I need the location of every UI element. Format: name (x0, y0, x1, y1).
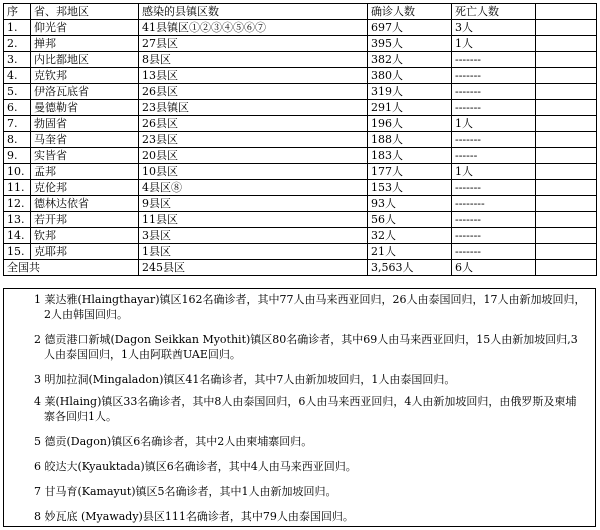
row-confirmed: 380人 (368, 68, 452, 84)
row-number: 14. (4, 228, 31, 244)
row-townships: 26县区 (139, 116, 368, 132)
row-townships: 23县镇区 (139, 100, 368, 116)
table-row (4, 116, 597, 132)
header-region: 省、邦地区 (31, 4, 139, 20)
table-row (4, 36, 597, 52)
row-blank (536, 68, 597, 84)
row-region: 克耶邦 (31, 244, 139, 260)
case-statistics-table (3, 3, 597, 276)
row-deaths: -------- (452, 196, 536, 212)
row-blank (536, 100, 597, 116)
row-townships: 1县区 (139, 244, 368, 260)
total-townships: 245县区 (139, 260, 368, 276)
row-confirmed: 56人 (368, 212, 452, 228)
row-blank (536, 52, 597, 68)
table-body (4, 20, 597, 260)
row-blank (536, 164, 597, 180)
header-townships: 感染的县镇区数 (139, 4, 368, 20)
footnote: 5 德贡(Dagon)镇区6名确诊者，其中2人由柬埔寨回归。 (34, 435, 313, 448)
row-region: 若开邦 (31, 212, 139, 228)
row-number: 1. (4, 20, 31, 36)
row-number: 4. (4, 68, 31, 84)
row-blank (536, 148, 597, 164)
row-region: 克伦邦 (31, 180, 139, 196)
row-region: 克钦邦 (31, 68, 139, 84)
row-deaths: ------- (452, 84, 536, 100)
row-confirmed: 196人 (368, 116, 452, 132)
row-townships: 27县区 (139, 36, 368, 52)
row-deaths: ------- (452, 52, 536, 68)
row-number: 11. (4, 180, 31, 196)
table-footer (4, 260, 597, 276)
row-deaths: ------- (452, 244, 536, 260)
row-region: 勃固省 (31, 116, 139, 132)
row-blank (536, 116, 597, 132)
table-row (4, 68, 597, 84)
row-townships: 41县镇区①②③④⑤⑥⑦ (139, 20, 368, 36)
row-townships: 23县区 (139, 132, 368, 148)
total-confirmed: 3,563人 (368, 260, 452, 276)
row-confirmed: 395人 (368, 36, 452, 52)
footnote: 3 明加拉洞(Mingaladon)镇区41名确诊者，其中7人由新加坡回归，1人由泰国回归。 (34, 373, 456, 386)
row-deaths: ------- (452, 100, 536, 116)
row-region: 实皆省 (31, 148, 139, 164)
row-blank (536, 36, 597, 52)
row-confirmed: 188人 (368, 132, 452, 148)
row-deaths: 3人 (452, 20, 536, 36)
table-row (4, 20, 597, 36)
row-confirmed: 291人 (368, 100, 452, 116)
row-blank (536, 212, 597, 228)
row-confirmed: 319人 (368, 84, 452, 100)
row-townships: 13县区 (139, 68, 368, 84)
table-row (4, 100, 597, 116)
table-row (4, 244, 597, 260)
row-number: 13. (4, 212, 31, 228)
table-row (4, 84, 597, 100)
row-deaths: ------- (452, 212, 536, 228)
row-blank (536, 20, 597, 36)
row-blank (536, 244, 597, 260)
row-region: 曼德勒省 (31, 100, 139, 116)
row-deaths: ------- (452, 228, 536, 244)
footnote: 6 皎达大(Kyauktada)镇区6名确诊者，其中4人由马来西亚回归。 (34, 460, 357, 473)
table-row (4, 132, 597, 148)
row-confirmed: 177人 (368, 164, 452, 180)
row-townships: 8县区 (139, 52, 368, 68)
footnote: 7 甘马育(Kamayut)镇区5名确诊者，其中1人由新加坡回归。 (34, 485, 337, 498)
row-confirmed: 697人 (368, 20, 452, 36)
row-blank (536, 180, 597, 196)
total-deaths: 6人 (452, 260, 536, 276)
table-row (4, 148, 597, 164)
table-row (4, 180, 597, 196)
row-region: 内比都地区 (31, 52, 139, 68)
footnote: 4 莱(Hlaing)镇区33名确诊者，其中8人由泰国回归，6人由马来西亚回归，4人由新加坡回归，由俄罗斯及柬埔寨各回归1人。 (34, 395, 577, 423)
header-row (4, 4, 597, 20)
row-townships: 3县区 (139, 228, 368, 244)
row-confirmed: 93人 (368, 196, 452, 212)
total-blank (536, 260, 597, 276)
row-region: 孟邦 (31, 164, 139, 180)
table-row (4, 228, 597, 244)
row-townships: 11县区 (139, 212, 368, 228)
table-row (4, 212, 597, 228)
row-townships: 10县区 (139, 164, 368, 180)
row-deaths: ------- (452, 68, 536, 84)
table-row (4, 196, 597, 212)
row-deaths: ------- (452, 132, 536, 148)
row-confirmed: 21人 (368, 244, 452, 260)
table-row (4, 52, 597, 68)
row-confirmed: 183人 (368, 148, 452, 164)
table-header (4, 4, 597, 20)
table-row (4, 164, 597, 180)
row-number: 2. (4, 36, 31, 52)
total-row (4, 260, 597, 276)
row-region: 仰光省 (31, 20, 139, 36)
row-deaths: 1人 (452, 36, 536, 52)
footnotes-box (3, 288, 596, 527)
row-number: 8. (4, 132, 31, 148)
row-townships: 9县区 (139, 196, 368, 212)
row-blank (536, 132, 597, 148)
row-region: 掸邦 (31, 36, 139, 52)
row-deaths: 1人 (452, 116, 536, 132)
row-blank (536, 228, 597, 244)
row-number: 10. (4, 164, 31, 180)
row-confirmed: 382人 (368, 52, 452, 68)
total-label: 全国共 (4, 260, 139, 276)
footnote: 1 莱达雅(Hlaingthayar)镇区162名确诊者，其中77人由马来西亚回归，26人由泰国回归，17人由新加坡回归，2人由韩国回归。 (34, 293, 586, 321)
row-number: 6. (4, 100, 31, 116)
row-blank (536, 84, 597, 100)
row-number: 5. (4, 84, 31, 100)
row-region: 钦邦 (31, 228, 139, 244)
header-deaths: 死亡人数 (452, 4, 536, 20)
header-blank (536, 4, 597, 20)
row-region: 伊洛瓦底省 (31, 84, 139, 100)
row-confirmed: 32人 (368, 228, 452, 244)
row-townships: 26县区 (139, 84, 368, 100)
row-confirmed: 153人 (368, 180, 452, 196)
header-confirmed: 确诊人数 (368, 4, 452, 20)
row-deaths: ------ (452, 148, 536, 164)
row-deaths: 1人 (452, 164, 536, 180)
header-no: 序 (4, 4, 31, 20)
row-region: 马奎省 (31, 132, 139, 148)
row-townships: 4县区⑧ (139, 180, 368, 196)
footnote: 2 德贡港口新城(Dagon Seikkan Myothit)镇区80名确诊者，其中69人由马来西亚回归，15人由新加坡回归,3人由泰国回归，1人由阿联酋UAE回归。 (34, 333, 578, 361)
row-region: 德林达依省 (31, 196, 139, 212)
row-number: 3. (4, 52, 31, 68)
row-deaths: ------- (452, 180, 536, 196)
row-number: 15. (4, 244, 31, 260)
row-number: 9. (4, 148, 31, 164)
row-blank (536, 196, 597, 212)
row-number: 7. (4, 116, 31, 132)
row-number: 12. (4, 196, 31, 212)
footnote: 8 妙瓦底 (Myawady)县区111名确诊者，其中79人由泰国回归。 (34, 510, 354, 523)
row-townships: 20县区 (139, 148, 368, 164)
